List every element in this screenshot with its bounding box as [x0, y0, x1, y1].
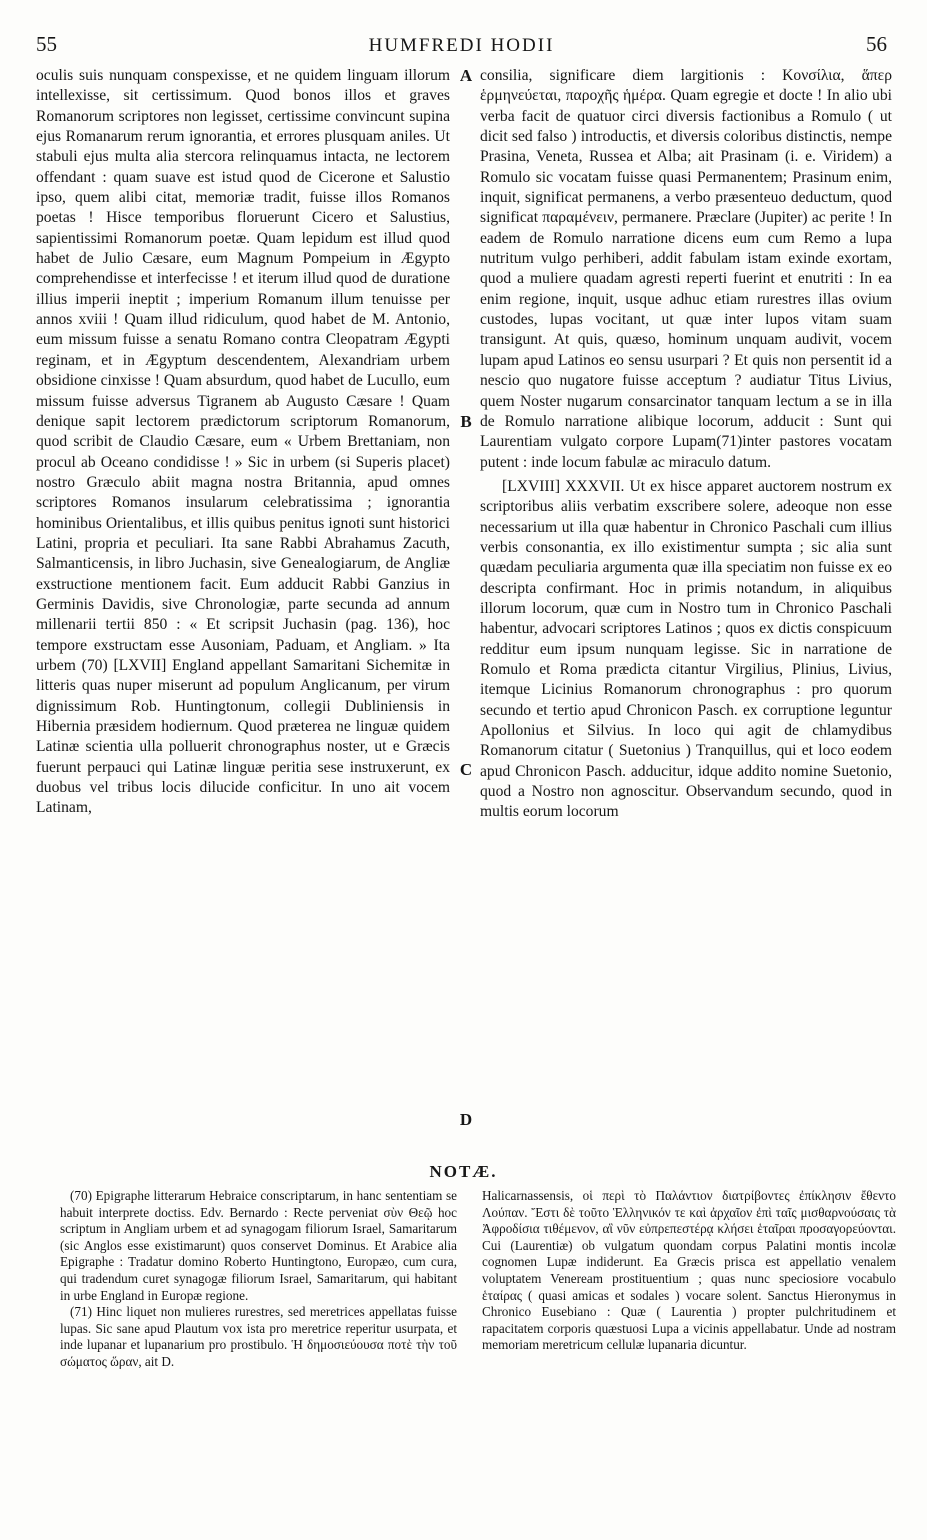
- left-page-number: 55: [36, 32, 57, 56]
- margin-marker-c: C: [459, 760, 473, 779]
- note-71-continued: Halicarnassensis, οἱ περὶ τὸ Παλάντιον διατρίβοντες ἐπίκλησιν ἔθεντο Λούπαν. Ἔστι δὲ τοῦτο Ἑλληνικόν τε καὶ ἀρχαῖον ἐπὶ ταῖς μισθαρνούσαις τὰ Ἀφροδίσια τιθέμενον, αἳ νῦν εὐπρεπεστέρᾳ κλήσει ἑταῖραι προσαγορεύονται. Cui (Laurentiæ) ob vulgatum quondam corpus Palatini montis incolæ cognomen Lupæ indiderunt. Ea Græcis prisca est appellatio venalem voluptatem Veneream prostituentium ; quas nunc speciosiore vocabulo ἑταίρας ( quasi amicas et sodales ) vocare solent. Sanctus Hieronymus in Chronico Eusebiano : Quæ ( Laurentia ) propter pulchritudinem et rapacitatem corporis quæstuosi Lupa a vicinis appellabatur. Unde ad nostram memoriam meretricum cellulæ lupanaria dicuntur.: [482, 1188, 896, 1353]
- left-column-paragraph: oculis suis nunquam conspexisse, et ne quidem linguam illorum intellexisse, sit certissimum. Quod bonos illos et graves Romanorum scriptores non legisset, certissime convincunt supina ejus Romanarum rerum ignorantia, et errores plusquam aniles. Ut stabuli ejus multa alia stercora relinquamus intacta, ne lectorem offendant : quam suave est istud quod de Cicerone et Salustio ipso, quem alibi citat, memoriæ tradit, fuisse illos Romanos poetas ! Hisce temporibus floruerunt Cicero et Salustius, sapientissimi Romanorum poetæ. Quam lepidum est illud quod habet de Julio Cæsare, eum Magnum Pompeium in Ægypto comprehendisse et interfecisse ! et iterum illud quod de duratione illius imperii ineptit ; imperium Romanum illum tenuisse per annos xviii ! Quam illud ridiculum, quod habet de M. Antonio, eum missum fuisse a senatu Romano contra Cleopatram Ægypti reginam, et in Ægyptum descendentem, Alexandriam urbem obsidione cinxisse ! Quam absurdum, quod habet de Lucullo, eum missum fuisse adversus Tigranem ab Augusto Cæsare ! Quam denique sapit lectorem prædictorum scriptorum Romanorum, quod scribit de Claudio Cæsare, eum « Urbem Brettaniam, non procul ab Oceano condidisse ! » Sic in urbem (si Superis placet) nostro Græculo abiit magna nostra Britannia, apud omnes scriptores Romanos insularum celebratissima ; ignorantia hominibus Orientalibus, et illis quibus penitus ignoti sunt historici Latini, propria et peculiari. Ita sane Rabbi Abrahamus Zacuth, Salmanticensis, in libro Juchasin, sive Genealogiarum, de Angliæ exstructione mentionem facit. Eum adducit Rabbi Ganzius in Germinis Davidis, sive Chronologiæ, parte secunda ad annum millenarii tertii 850 : « Et scripsit Juchasin (pag. 136), hoc tempore exstructam esse Ausoniam, Paduam, et Angliam. » Ita urbem (70) [LXVII] England appellant Samaritani Sichemitæ in litteris quas nuper miserunt ad populum Anglicanum, per virum dignissimum Rob. Huntingtonum, collegii Dubliniensis in Hibernia præsidem hodiernum. Quod præterea ne linguæ quidem Latinæ scientia ulla polluerit chronographus noster, ut e Græcis fuerunt perpauci qui Latinæ linguæ peritia sese instruxerunt, ex duobus vel tribus locis dilucide conficitur. In uno ait vocem Latinam,: [36, 67, 450, 817]
- note-71: (71) Hinc liquet non mulieres rurestres, sed meretrices appellatas fuisse lupas. Sic sane apud Plautum vox ista pro meretrice reperitur usurpata, et inde lupanar et lupanarium pro prostibulo. Ἡ δημοσιεύουσα ποτὲ τὴν τοῦ σώματος ὥραν, ait D.: [60, 1304, 457, 1369]
- right-column-section-xxxvii: [LXVIII] XXXVII. Ut ex hisce apparet auctorem nostrum ex scriptoribus aliis verbatim exscribere solere, adeoque non esse necessarium ut illa quæ habentur in Chronico Paschali cum illius verbis consonantia, ex illo existimentur sumpta ; sic alia sunt quædam peculiaria argumenta quæ illa speciatim non fuisse ex eo descripta confirmant. Hoc in primis notandum, in aliquibus illorum locorum, quæ cum in Nostro tum in Chronico Paschali habentur, advocari scriptores Latinos ; quos ex dictis conspicuum redditur eum ipsum nunquam legisse. Sic in narratione de Romulo et Roma prædicta citantur Virgilius, Plinius, Livius, itemque Licinius Romanorum chronographus : pro quorum secundo et tertio apud Chronicon Pasch. ex corruptione leguntur Apollonius et Silvius. In loco qui agit de chlamydibus Romanorum citatur ( Suetonius ) Tranquillus, qui et loco eodem apud Chronicon Pasch. adducitur, idque addito nomine Suetonio, quod a Nostro non agnoscitur. Observandum secundo, quod in multis eorum locorum: [480, 477, 892, 821]
- margin-marker-a: A: [459, 66, 473, 85]
- right-column-paragraph: consilia, significare diem largitionis : Κονσίλια, ἅπερ ἑρμηνεύεται, παροχῆς ἡμέρα. Quam egregie et docte ! In alio ubi verba facit de quatuor circi diversis factionibus a Romulo ( ut dicit sed falso ) introductis, et diversis coloribus distinctis, nempe Prasina, Veneta, Russea et Alba; ait Prasinam (i. e. Viridem) a Romulo sic vocatam fuisse quasi Permanentem; Prasinum enim, inquit, significat permanens, a verbo præsenteuo deductum, quod significat παραμένειν, permanere. Præclare (Jupiter) ac perite ! In eadem de Romulo narratione dicens eum cum Remo a lupa nutritum vulgo perhiberi, addit fabulam istam exinde exortam, quod a muliere quadam agresti reperti fuerint et enutriti : In ea enim regione, inquit, usque adhuc etiam rurestres illas ovium custodes, lupas vocitant, ut quæ inter lupos vitam suam transigunt. At quis, quæso, hominum unquam audivit, vocem lupam apud Latinos eo sensu usurpari ? Et quis non persentit id a nescio quo nugatore fuisse acceptum ? audiatur Titus Livius, quem Noster nugarum consarcinator tanquam lectum a se in illa de Romulo narratione alibique locorum, adducit : Sunt qui Laurentiam vulgato corpore Lupam(71)inter pastores vocatam putent : inde locum fabulæ ac miraculo datum.: [480, 67, 892, 471]
- margin-marker-b: B: [460, 412, 472, 431]
- running-header: [36, 32, 887, 62]
- left-text-column: [36, 66, 450, 819]
- margin-marker-d: D: [459, 1110, 473, 1129]
- notes-right-column: [482, 1188, 896, 1354]
- right-page-number: 56: [866, 32, 887, 56]
- right-text-column: [480, 66, 892, 823]
- running-title: HUMFREDI HODII: [368, 35, 555, 56]
- notes-left-column: [60, 1188, 457, 1371]
- note-70: (70) Epigraphe litterarum Hebraice conscriptarum, in hanc sententiam se habuit interprete doctiss. Edv. Bernardo : Recte perveniat σὺν Θεῷ hoc scriptum in Angliam urbem et ad synagogam filiorum Israel, Samaritarum (sic Anglos esse existimarunt) quos conservet Dominus. Et Arabice alia Epigraphe : Tradatur domino Roberto Huntingtono, Europæo, cum cura, qui tradendum curet synagogæ filiorum Israel, Samaritarum, qui habitant in urbe England in Europæ regione.: [60, 1188, 457, 1303]
- notes-heading: NOTÆ.: [429, 1162, 498, 1181]
